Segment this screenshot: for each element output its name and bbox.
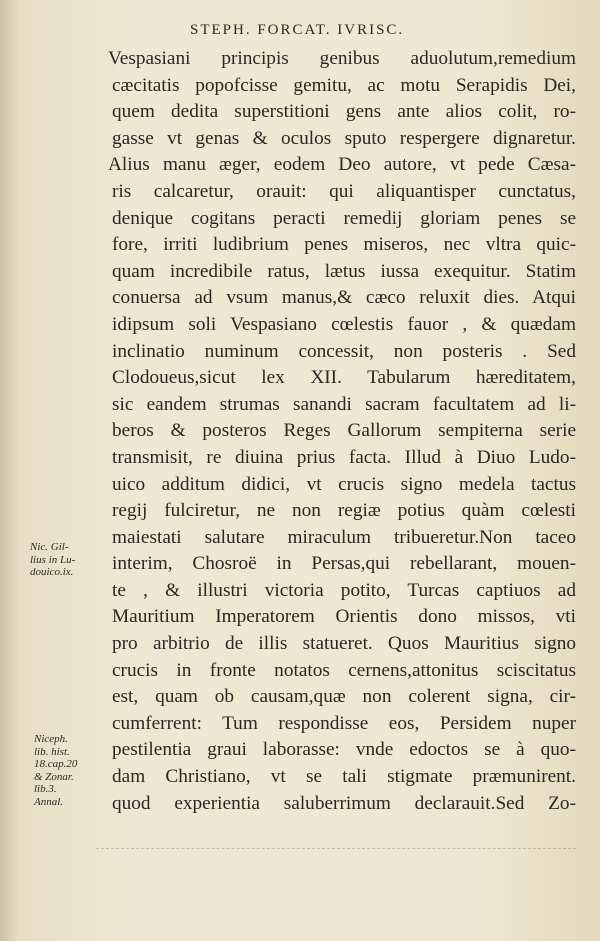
margin-note-line: Nic. Gil- bbox=[30, 541, 69, 553]
bleed-through-mark bbox=[96, 848, 576, 857]
text-line: gasse vt genas & oculos sputo respergere dignaretur. bbox=[112, 127, 576, 149]
text-line: denique cogitans peracti remedij gloriam penes se bbox=[112, 207, 576, 229]
text-line: idipsum soli Vespasiano cœlestis fauor , & quædam bbox=[112, 313, 576, 335]
margin-note-line: lib.3. bbox=[34, 783, 57, 795]
text-line: quem dedita superstitioni gens ante alios colit, ro- bbox=[112, 101, 576, 123]
text-line: transmisit, re diuina prius facta. Illud à Diuo Ludo- bbox=[112, 446, 576, 468]
text-line: est, quam ob causam,quæ non colerent signa, cir- bbox=[112, 686, 576, 708]
text-line: fore, irriti ludibrium penes miseros, nec vltra quic- bbox=[112, 234, 576, 256]
text-line: Vespasiani principis genibus aduolutum,remedium bbox=[108, 48, 576, 69]
text-line: Alius manu æger, eodem Deo autore, vt pede Cæsa- bbox=[108, 154, 576, 176]
text-line: regij fulciretur, ne non regiæ potius quàm cœlesti bbox=[112, 500, 576, 522]
text-line: pestilentia graui laborasse: vnde edoctos se à quo- bbox=[112, 739, 576, 761]
margin-note-line: Niceph. bbox=[34, 733, 68, 745]
text-line: Mauritium Imperatorem Orientis dono missos, vti bbox=[112, 606, 576, 628]
text-line: cæcitatis popofcisse gemitu, ac motu Serapidis Dei, bbox=[112, 74, 576, 96]
text-line: te , & illustri victoria potito, Turcas captiuos ad bbox=[112, 579, 576, 601]
text-line: Clodoueus,sicut lex XII. Tabularum hæreditatem, bbox=[112, 367, 576, 389]
margin-note-line: douico.ix. bbox=[30, 566, 74, 578]
text-line: pro arbitrio de illis statueret. Quos Mauritius signo bbox=[112, 633, 576, 655]
text-line: crucis in fronte notatos cernens,attonitus sciscitatus bbox=[112, 659, 576, 681]
text-line: maiestati salutare miraculum tribueretur.Non taceo bbox=[112, 526, 576, 548]
margin-note-gillius bbox=[30, 541, 108, 579]
spine-shadow bbox=[0, 0, 18, 941]
text-line: sic eandem strumas sanandi sacram facultatem ad li- bbox=[112, 393, 576, 415]
text-line: uico additum didici, vt crucis signo medela tactus bbox=[112, 473, 576, 495]
running-head: STEPH. FORCAT. IVRISC. bbox=[190, 22, 405, 38]
body-text bbox=[108, 46, 576, 817]
text-line: dam Christiano, vt se tali stigmate præmunirent. bbox=[112, 766, 576, 788]
text-line: beros & posteros Reges Gallorum sempiterna serie bbox=[112, 420, 576, 442]
text-line: cumferrent: Tum respondisse eos, Persidem nuper bbox=[112, 712, 576, 734]
margin-note-line: 18.cap.20 bbox=[34, 758, 78, 770]
margin-note-line: & Zonar. bbox=[34, 770, 74, 783]
margin-note-line: lib. hist. bbox=[34, 745, 70, 758]
margin-note-line: Annal. bbox=[34, 795, 64, 808]
text-line: conuersa ad vsum manus,& cæco reluxit dies. Atqui bbox=[112, 287, 576, 309]
text-line: quod experientia saluberrimum declarauit.Sed Zo- bbox=[112, 792, 576, 814]
margin-note-nicephorus bbox=[34, 733, 112, 808]
text-line: inclinatio numinum concessit, non posteris . Sed bbox=[112, 340, 576, 362]
text-line: ris calcaretur, orauit: qui aliquantisper cunctatus, bbox=[112, 180, 576, 202]
text-line: quam incredibile ratus, lætus iussa exequitur. Statim bbox=[112, 260, 576, 282]
text-line: interim, Chosroë in Persas,qui rebellarant, mouen- bbox=[112, 553, 576, 575]
margin-note-line: lius in Lu- bbox=[30, 553, 76, 566]
